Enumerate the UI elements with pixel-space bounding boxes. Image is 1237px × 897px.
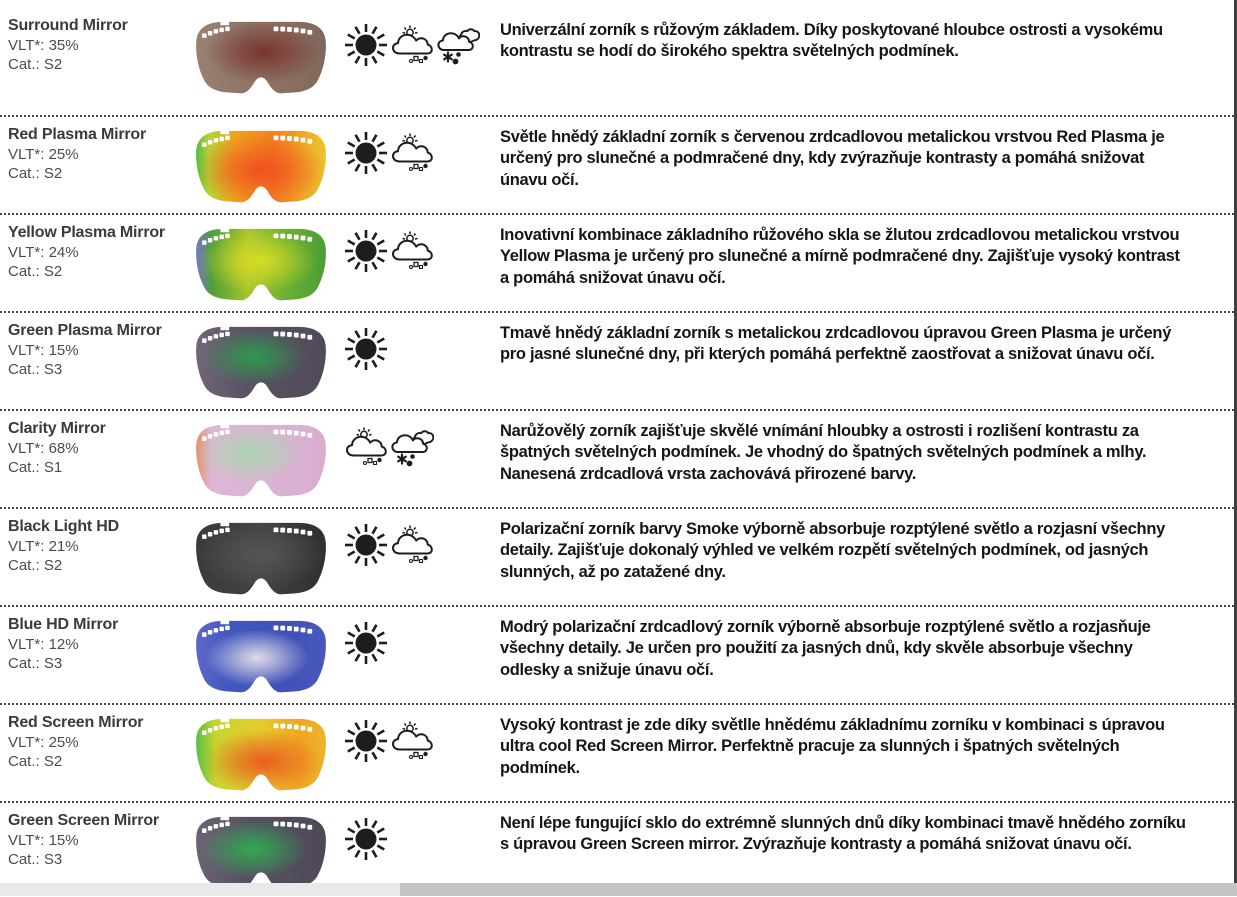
weather-icons	[344, 117, 490, 213]
sun-cloud-snow-icon	[390, 130, 434, 176]
sun-cloud-snow-icon	[390, 22, 434, 68]
lens-vlt: VLT*: 25%	[8, 146, 79, 163]
lens-name: Green Plasma Mirror	[8, 322, 162, 339]
sun-icon	[344, 522, 388, 568]
sun-icon	[344, 816, 388, 862]
lens-name: Clarity Mirror	[8, 420, 106, 437]
sun-icon	[344, 326, 388, 372]
lens-image	[186, 411, 344, 507]
lens-row	[0, 411, 1234, 509]
sun-cloud-snow-icon	[344, 424, 388, 470]
lens-vlt: VLT*: 15%	[8, 832, 79, 849]
sun-cloud-snow-icon	[390, 228, 434, 274]
lens-image	[186, 0, 344, 115]
lens-vlt: VLT*: 24%	[8, 244, 79, 261]
sun-cloud-snow-icon	[390, 718, 434, 764]
lens-row	[0, 509, 1234, 607]
lens-info	[0, 607, 186, 703]
lens-info	[0, 215, 186, 311]
sun-cloud-snow-icon	[390, 522, 434, 568]
lens-name: Surround Mirror	[8, 17, 128, 34]
scrollbar-track[interactable]	[0, 883, 1237, 896]
scrollbar-thumb[interactable]	[400, 883, 1237, 896]
lens-row	[0, 607, 1234, 705]
cloud-snow-icon	[436, 22, 480, 68]
lens-name: Red Screen Mirror	[8, 714, 144, 731]
lens-name: Yellow Plasma Mirror	[8, 224, 165, 241]
lens-row	[0, 803, 1234, 883]
lens-vlt: VLT*: 68%	[8, 440, 79, 457]
lens-category: Cat.: S3	[8, 361, 63, 378]
lens-description: Tmavě hnědý základní zorník s metalickou zrdcadlovou úpravou Green Plasma je určený pro jasné slunečné dny, při kterých pomáhá perfektně zaostřovat a snižovat únavu očí.	[500, 324, 1172, 364]
lens-info	[0, 705, 186, 801]
lens-vlt: VLT*: 12%	[8, 636, 79, 653]
weather-icons	[344, 803, 490, 883]
lens-row	[0, 0, 1234, 117]
lens-description: Modrý polarizační zrdcadlový zorník výborně absorbuje rozptýlené světlo a rozjasňuje všechny detaily. Je určen pro použití za jasných dnů, kdy skvěle absorbuje všechny odlesky a snižuje únavu očí.	[500, 618, 1151, 679]
lens-category: Cat.: S2	[8, 263, 63, 280]
lens-description: Narůžovělý zorník zajišťuje skvělé vnímání hloubky a ostrosti i rozlišení kontrastu za špatných světelných podmínek. Je vhodný do špatných světelných podmínek a mlhy. Nanesená zrdcadlová vrsta zachovává přirozené barvy.	[500, 422, 1147, 483]
lens-category: Cat.: S2	[8, 165, 63, 182]
weather-icons	[344, 0, 490, 115]
weather-icons	[344, 313, 490, 409]
lens-name: Black Light HD	[8, 518, 119, 535]
lens-description: Není lépe fungující sklo do extrémně slunných dnů díky kombinaci tmavě hnědého zorníku s úpravou Green Screen mirror. Zvýrazňuje kontrasty a pomáhá snižovat únavu očí.	[500, 814, 1186, 854]
sun-icon	[344, 22, 388, 68]
lens-description: Univerzální zorník s růžovým základem. Díky poskytované hloubce ostrosti a vysokému kontrastu se hodí do širokého spektra světelných podmínek.	[500, 21, 1163, 61]
lens-vlt: VLT*: 35%	[8, 37, 79, 54]
lens-description: Světle hnědý základní zorník s červenou zrdcadlovou metalickou vrstvou Red Plasma je určený pro slunečné a podmračené dny, kdy zvýrazňuje kontrasty a pomáhá snižovat únavu očí.	[500, 128, 1165, 189]
lens-image	[186, 117, 344, 213]
weather-icons	[344, 215, 490, 311]
cloud-snow-icon	[390, 424, 434, 470]
sun-icon	[344, 130, 388, 176]
lens-image	[186, 509, 344, 605]
lens-category: Cat.: S2	[8, 753, 63, 770]
lens-description: Vysoký kontrast je zde díky světlle hnědému základnímu zorníku v kombinaci s úpravou ultra cool Red Screen Mirror. Perfektně pracuje za slunných i špatných světelných podmínek.	[500, 716, 1165, 777]
lens-image	[186, 215, 344, 311]
lens-name: Blue HD Mirror	[8, 616, 119, 633]
lens-category: Cat.: S3	[8, 851, 63, 868]
lens-name: Red Plasma Mirror	[8, 126, 146, 143]
weather-icons	[344, 607, 490, 703]
lens-row	[0, 313, 1234, 411]
lens-info	[0, 509, 186, 605]
lens-info	[0, 0, 186, 115]
lens-description: Inovativní kombinace základního růžového skla se žlutou zrdcadlovou metalickou vrstvou Yellow Plasma je určený pro slunečné a mírně podmračené dny. Zajišťuje vysoký kontrast a pomáhá snižovat únavu očí.	[500, 226, 1180, 287]
lens-vlt: VLT*: 15%	[8, 342, 79, 359]
lens-vlt: VLT*: 21%	[8, 538, 79, 555]
lens-image	[186, 313, 344, 409]
lens-info	[0, 803, 186, 883]
lens-info	[0, 411, 186, 507]
lens-info	[0, 313, 186, 409]
lens-row	[0, 117, 1234, 215]
lens-category: Cat.: S3	[8, 655, 63, 672]
lens-image	[186, 803, 344, 883]
lens-row	[0, 215, 1234, 313]
lens-info	[0, 117, 186, 213]
lens-vlt: VLT*: 25%	[8, 734, 79, 751]
lens-category: Cat.: S1	[8, 459, 63, 476]
weather-icons	[344, 509, 490, 605]
lens-image	[186, 705, 344, 801]
lens-category: Cat.: S2	[8, 56, 63, 73]
sun-icon	[344, 620, 388, 666]
lens-row	[0, 705, 1234, 803]
sun-icon	[344, 718, 388, 764]
lens-description: Polarizační zorník barvy Smoke výborně absorbuje rozptýlené světlo a rozjasní všechny detaily. Zajišťuje dokonalý výhled ve velkém rozpětí světelných podmínek, od jasných slunných, až po zatažené dny.	[500, 520, 1165, 581]
sun-icon	[344, 228, 388, 274]
lens-name: Green Screen Mirror	[8, 812, 159, 829]
weather-icons	[344, 411, 490, 507]
lens-category: Cat.: S2	[8, 557, 63, 574]
lens-image	[186, 607, 344, 703]
weather-icons	[344, 705, 490, 801]
